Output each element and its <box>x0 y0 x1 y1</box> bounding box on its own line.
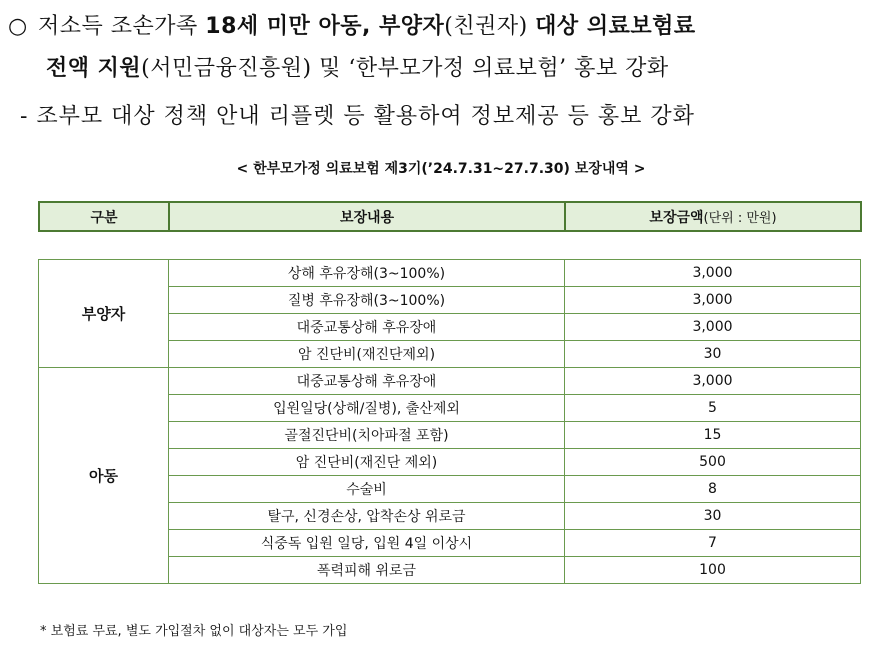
coverage-amount: 5 <box>565 395 861 422</box>
header-amount-label: 보장금액 <box>649 209 704 226</box>
bullet-emphasis: 대상 의료보험료 <box>535 14 696 39</box>
bullet-emphasis: 전액 지원 <box>46 56 142 81</box>
coverage-amount: 3,000 <box>565 287 861 314</box>
group-label-child: 아동 <box>39 368 169 584</box>
sub-bullet: - 조부모 대상 정책 안내 리플렛 등 활용하여 정보제공 등 홍보 강화 <box>20 104 695 129</box>
bullet-text-part: 저소득 조손가족 <box>38 14 206 39</box>
coverage-content: 대중교통상해 후유장애 <box>169 368 565 395</box>
coverage-amount: 3,000 <box>565 260 861 287</box>
coverage-amount: 15 <box>565 422 861 449</box>
header-amount <box>565 202 861 231</box>
coverage-content: 암 진단비(재진단제외) <box>169 341 565 368</box>
footnote: * 보험료 무료, 별도 가입절차 없이 대상자는 모두 가입 <box>40 624 348 639</box>
coverage-amount: 3,000 <box>565 314 861 341</box>
coverage-content: 탈구, 신경손상, 압착손상 위로금 <box>169 503 565 530</box>
header-content: 보장내용 <box>169 202 565 231</box>
group-label-guardian: 부양자 <box>39 260 169 368</box>
table-header <box>38 201 862 232</box>
coverage-content: 식중독 입원 일당, 입원 4일 이상시 <box>169 530 565 557</box>
bullet-text-part: (친권자) <box>444 14 536 39</box>
bullet-text-part: (서민금융진흥원) 및 ‘한부모가정 의료보험’ 홍보 강화 <box>141 56 669 81</box>
header-category: 구분 <box>39 202 169 231</box>
coverage-content: 수술비 <box>169 476 565 503</box>
coverage-amount: 7 <box>565 530 861 557</box>
coverage-amount: 3,000 <box>565 368 861 395</box>
coverage-content: 암 진단비(재진단 제외) <box>169 449 565 476</box>
circle-bullet-icon: ○ <box>8 14 28 39</box>
table-row <box>39 368 861 395</box>
header-amount-unit: (단위 : 만원) <box>703 210 777 226</box>
coverage-content: 입원일당(상해/질병), 출산제외 <box>169 395 565 422</box>
bullet-emphasis: 18세 미만 아동, 부양자 <box>205 14 445 39</box>
coverage-content: 폭력피해 위로금 <box>169 557 565 584</box>
main-bullet <box>8 6 876 90</box>
table-caption: < 한부모가정 의료보험 제3기(’24.7.31~27.7.30) 보장내역 > <box>236 161 646 177</box>
coverage-content: 골절진단비(치아파절 포함) <box>169 422 565 449</box>
coverage-amount: 30 <box>565 341 861 368</box>
bullet-line-1 <box>8 6 876 48</box>
coverage-content: 질병 후유장해(3~100%) <box>169 287 565 314</box>
coverage-content: 상해 후유장해(3~100%) <box>169 260 565 287</box>
coverage-amount: 30 <box>565 503 861 530</box>
bullet-line-2 <box>8 48 876 90</box>
table-row <box>39 260 861 287</box>
coverage-amount: 100 <box>565 557 861 584</box>
coverage-amount: 8 <box>565 476 861 503</box>
coverage-content: 대중교통상해 후유장애 <box>169 314 565 341</box>
coverage-amount: 500 <box>565 449 861 476</box>
coverage-table <box>38 259 861 584</box>
